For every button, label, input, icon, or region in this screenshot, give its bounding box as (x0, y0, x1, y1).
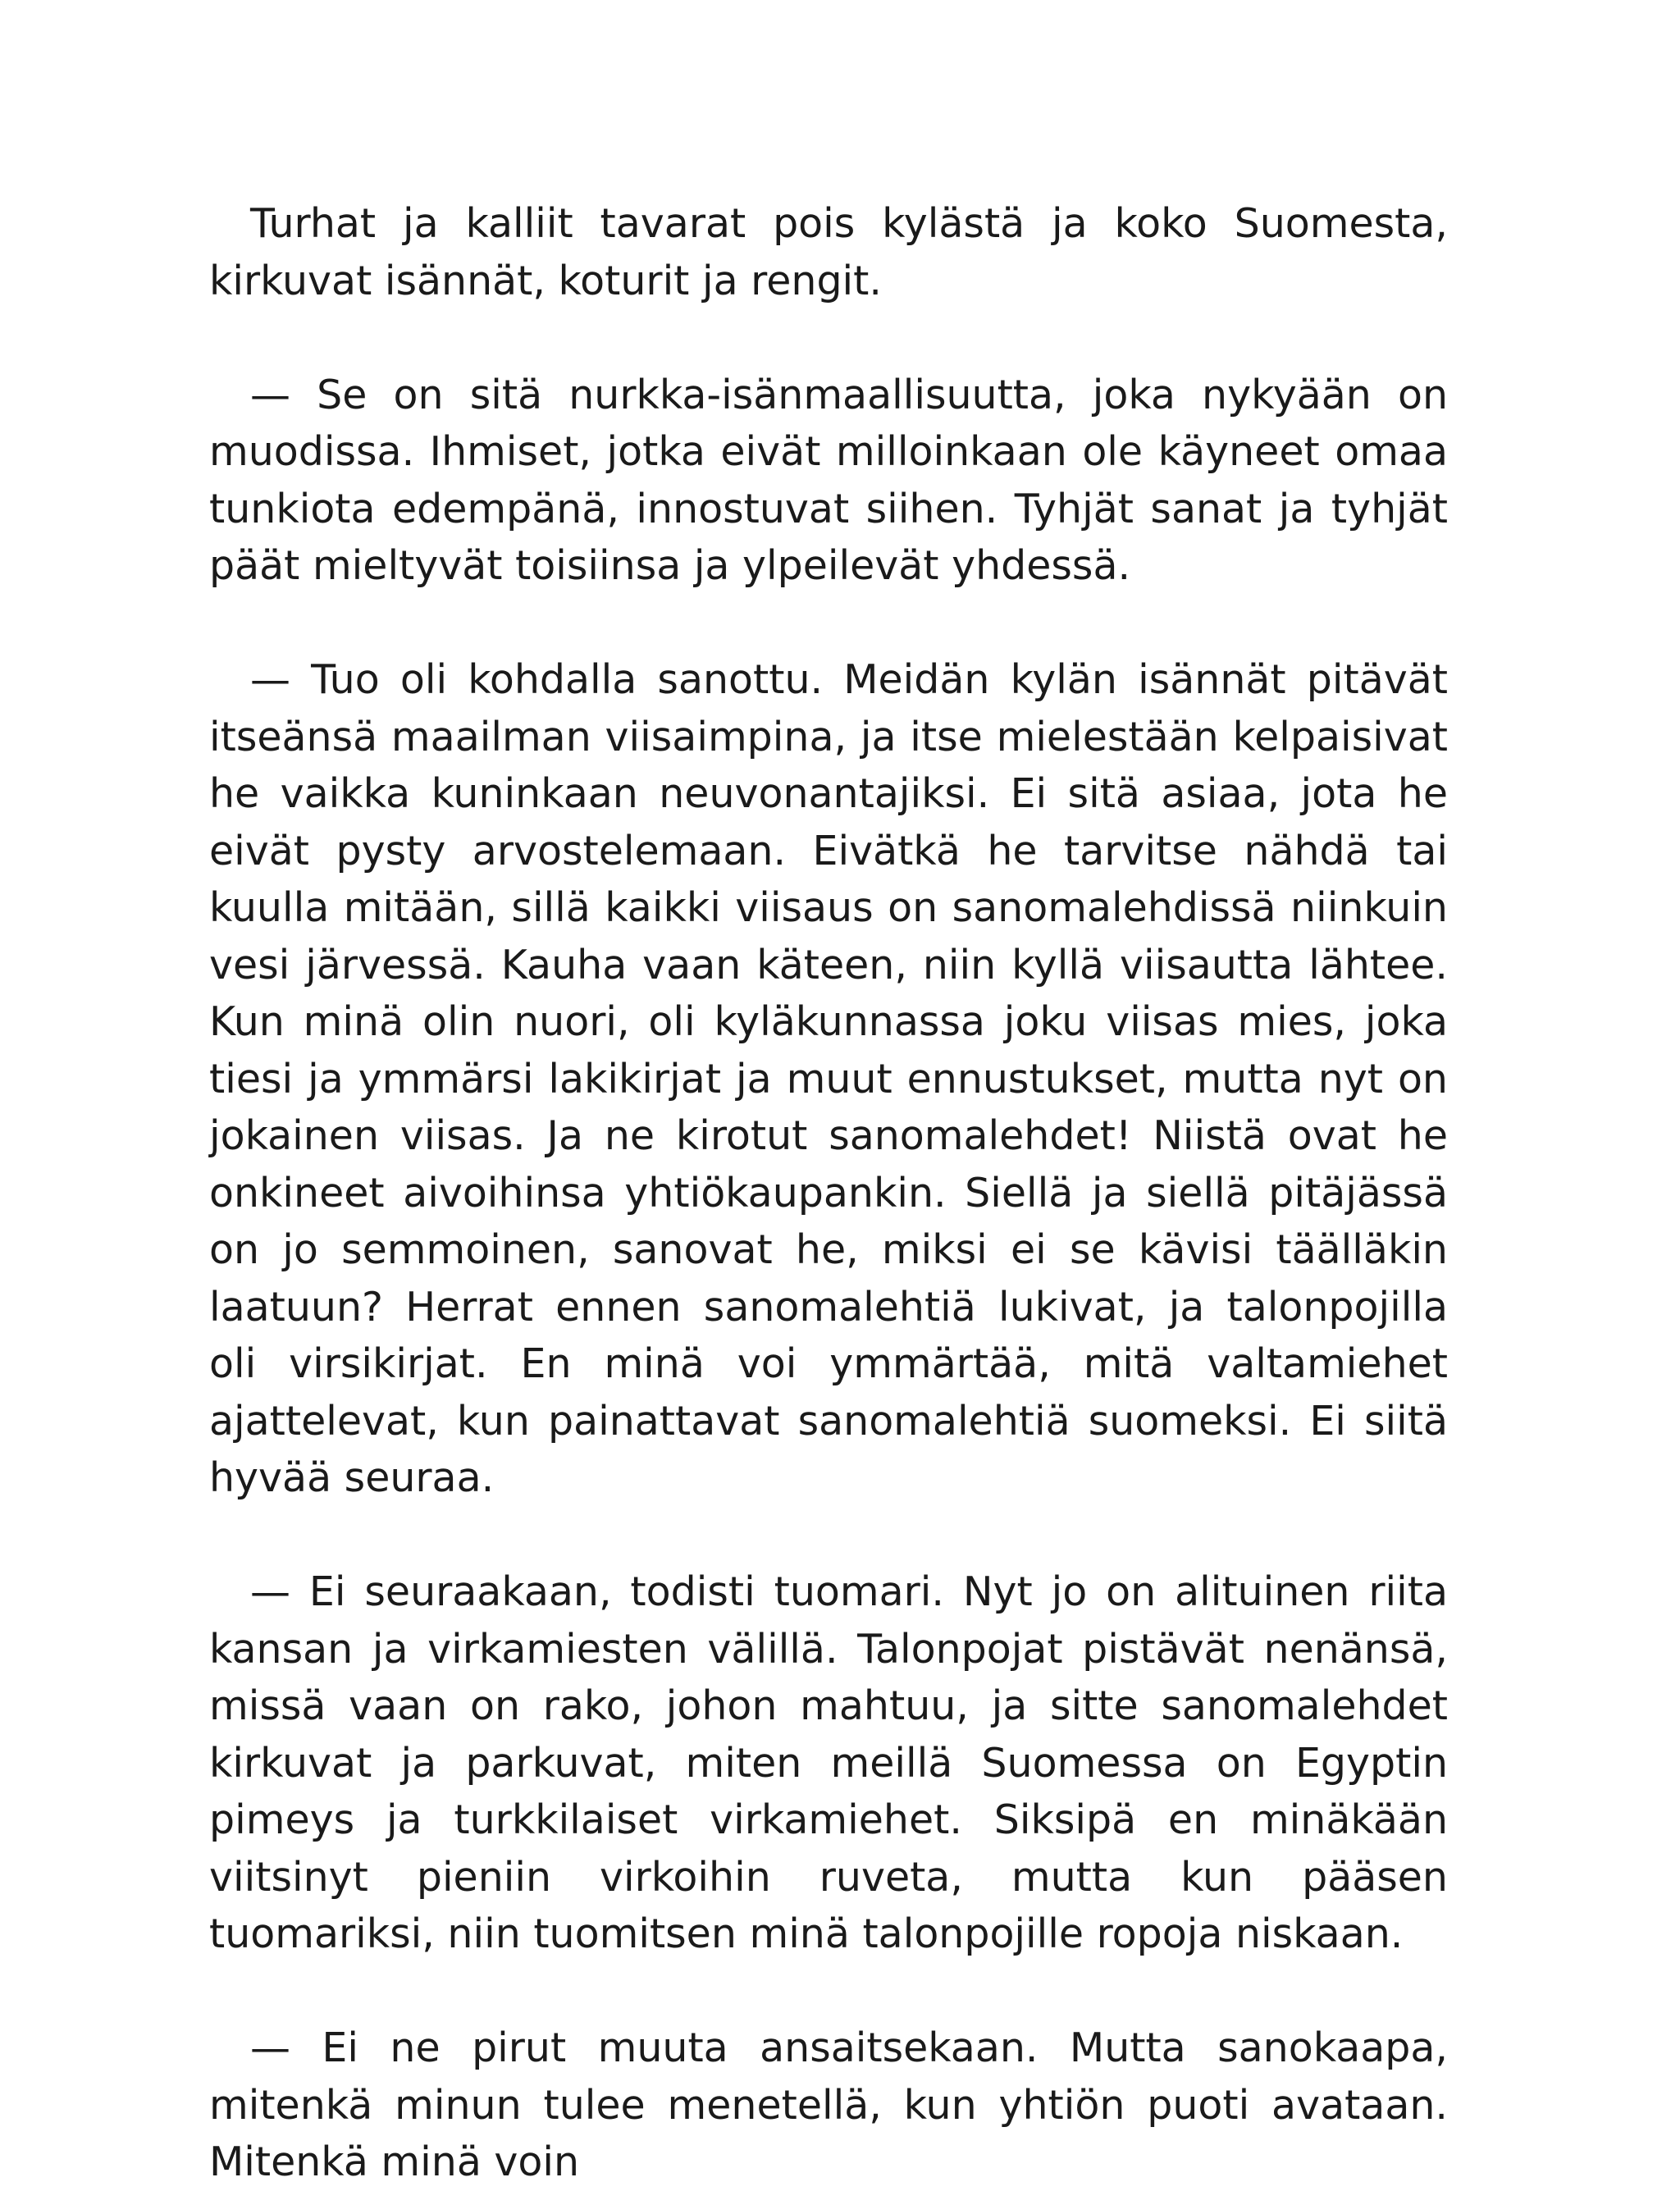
paragraph-4: — Ei seuraakaan, todisti tuomari. Nyt jo on alituinen riita kansan ja virkamiesten välillä. Talonpojat pistävät nenänsä, missä vaan on rako, johon mahtuu, ja sitte sanomalehdet kirkuvat ja parkuvat, miten meillä Suomessa on Egyptin pimeys ja turkkilaiset virkamiehet. Siksipä en minäkään viitsinyt pieniin virkoihin ruveta, mutta kun pääsen tuomariksi, niin tuomitsen minä talonpojille ropoja niskaan. (209, 1568, 1448, 1957)
paragraph-3: — Tuo oli kohdalla sanottu. Meidän kylän isännät pitävät itseänsä maailman viisaimpina, ja itse mielestään kelpaisivat he vaikka kuninkaan neuvonantajiksi. Ei sitä asiaa, jota he eivät pysty arvostelemaan. Eivätkä he tarvitse nähdä tai kuulla mitään, sillä kaikki viisaus on sanomalehdissä niinkuin vesi järvessä. Kauha vaan käteen, niin kyllä viisautta lähtee. Kun minä olin nuori, oli kyläkunnassa joku viisas mies, joka tiesi ja ymmärsi lakikirjat ja muut ennustukset, mutta nyt on jokainen viisas. Ja ne kirotut sanomalehdet! Niistä ovat he onkineet aivoihinsa yhtiökaupankin. Siellä ja siellä pitäjässä on jo semmoinen, sanovat he, miksi ei se kävisi täälläkin laatuun? Herrat ennen sanomalehtiä lukivat, ja talonpojilla oli virsikirjat. En minä voi ymmärtää, mitä valtamiehet ajattelevat, kun painattavat sanomalehtiä suomeksi. Ei siitä hyvää seuraa. (209, 656, 1448, 1501)
book-page (209, 195, 1448, 2191)
paragraph-2: — Se on sitä nurkka-isänmaallisuutta, joka nykyään on muodissa. Ihmiset, jotka eivät milloinkaan ole käyneet omaa tunkiota edempänä, innostuvat siihen. Tyhjät sanat ja tyhjät päät mieltyvät toisiinsa ja ylpeilevät yhdessä. (209, 371, 1448, 589)
paragraph-5: — Ei ne pirut muuta ansaitsekaan. Mutta sanokaapa, mitenkä minun tulee menetellä, kun yhtiön puoti avataan. Mitenkä minä voin (209, 2024, 1448, 2185)
paragraph-1: Turhat ja kalliit tavarat pois kylästä ja koko Suomesta, kirkuvat isännät, koturit ja rengit. (209, 200, 1448, 304)
